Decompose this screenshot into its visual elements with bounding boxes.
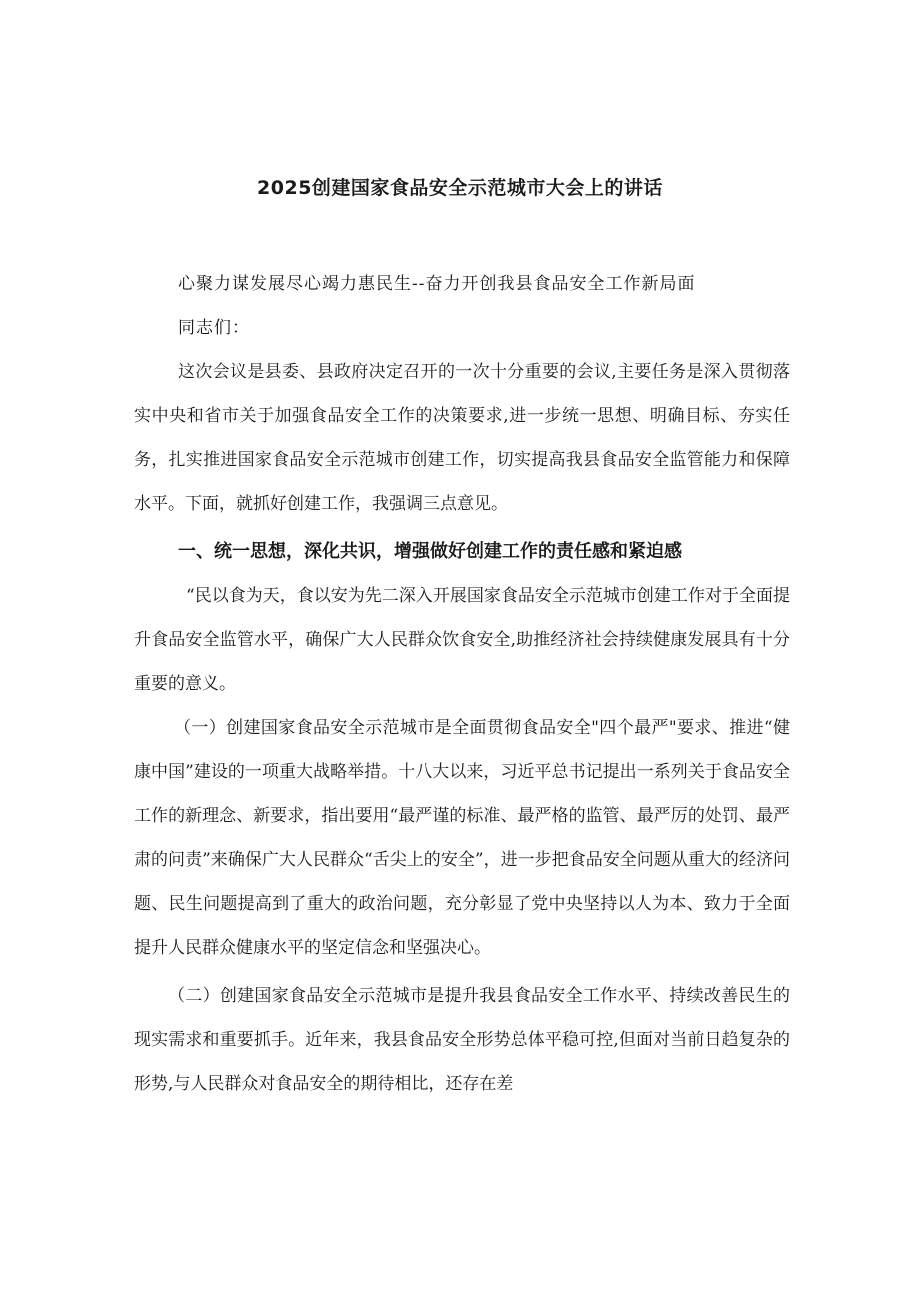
section-paragraph-3: （二）创建国家食品安全示范城市是提升我县食品安全工作水平、持续改善民生的现实需求和重要抓手。近年来，我县食品安全形势总体平稳可控,但面对当前日趋复杂的形势,与人民群众对食品安全的期待相比，还存在差: [134, 986, 790, 1094]
document-body: [134, 262, 790, 1106]
section-paragraph-1: “民以食为天，食以安为先二深入开展国家食品安全示范城市创建工作对于全面提升食品安全监管水平，确保广大人民群众饮食安全,助推经济社会持续健康发展具有十分重要的意义。: [134, 586, 790, 694]
intro-paragraph: 这次会议是县委、县政府决定召开的一次十分重要的会议,主要任务是深入贯彻落实中央和省市关于加强食品安全工作的决策要求,进一步统一思想、明确目标、夯实任务，扎实推进国家食品安全示范城市创建工作，切实提高我县食品安全监管能力和保障水平。下面，就抓好创建工作，我强调三点意见。: [134, 362, 790, 514]
greeting: 同志们：: [178, 318, 250, 338]
section-paragraph-2: （一）创建国家食品安全示范城市是全面贯彻食品安全"四个最严"要求、推进“健康中国”建设的一项重大战略举措。十八大以来，习近平总书记提出一系列关于食品安全工作的新理念、新要求，指出要用“最严谨的标准、最严格的监管、最严厉的处罚、最严肃的问责”来确保广大人民群众“舌尖上的安全”，进一步把食品安全问题从重大的经济问题、民生问题提高到了重大的政治问题，充分彰显了党中央坚持以人为本、致力于全面提升人民群众健康水平的坚定信念和坚强决心。: [134, 718, 790, 958]
document-title: 2025创建国家食品安全示范城市大会上的讲话: [257, 177, 663, 199]
document-subtitle: 心聚力谋发展尽心竭力惠民生--奋力开创我县食品安全工作新局面: [178, 274, 696, 294]
section-heading: 一、统一思想，深化共识，增强做好创建工作的责任感和紧迫感: [178, 541, 682, 562]
